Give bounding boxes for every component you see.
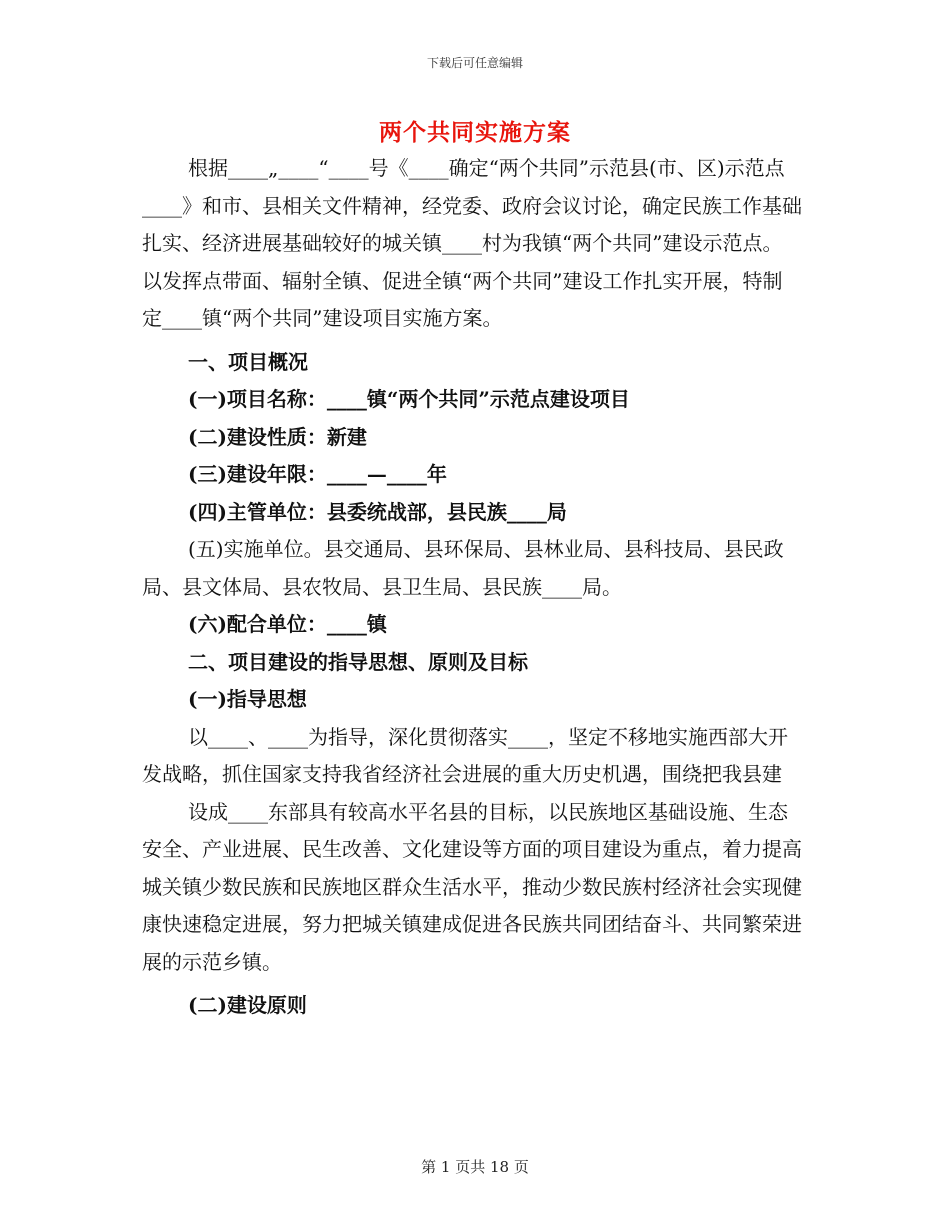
item-supervising-unit: (四)主管单位：县委统战部，县民族____局 <box>188 499 567 524</box>
item-construction-period: (三)建设年限：____—____年 <box>188 462 447 486</box>
item-construction-nature: (二)建设性质：新建 <box>188 424 367 449</box>
guiding-thought-paragraph-2: 设成____东部具有较高水平名县的目标，以民族地区基础设施、生态安全、产业进展、民生改善、文化建设等方面的项目建设为重点，着力提高城关镇少数民族和民族地区群众生活水平，推动少数民族村经济社会实现健康快速稳定进展，努力把城关镇建成促进各民族共同团结奋斗、共同繁荣进展的示范乡镇。 <box>142 799 802 974</box>
guiding-thought-paragraph-1: 以____、____为指导，深化贯彻落实____，坚定不移地实施西部大开发战略，抓住国家支持我省经济社会进展的重大历史机遇，围绕把我县建 <box>142 724 788 786</box>
section-heading-overview: 一、项目概况 <box>188 349 308 374</box>
document-body <box>142 150 802 1025</box>
page-header-note: 下载后可任意编辑 <box>426 56 523 70</box>
subheading-guiding-thought: (一)指导思想 <box>188 687 307 711</box>
item-project-name: (一)项目名称：____镇“两个共同”示范点建设项目 <box>188 387 630 411</box>
intro-paragraph: 根据____„____“____号《____确定“两个共同”示范县(市、区)示范点____》和市、县相关文件精神，经党委、政府会议讨论，确定民族工作基础扎实、经济进展基础较好的城关镇____村为我镇“两个共同”建设示范点。以发挥点带面、辐射全镇、促进全镇“两个共同”建设工作扎实开展，特制定____镇“两个共同”建设项目实施方案。 <box>142 156 802 330</box>
item-cooperating-unit: (六)配合单位：____镇 <box>188 612 387 636</box>
document-title: 两个共同实施方案 <box>379 119 571 146</box>
page-number-footer: 第 1 页共 18 页 <box>421 1158 529 1176</box>
section-heading-guidance: 二、项目建设的指导思想、原则及目标 <box>188 649 528 674</box>
subheading-construction-principles: (二)建设原则 <box>188 993 307 1017</box>
item-implementing-units: (五)实施单位。县交通局、县环保局、县林业局、县科技局、县民政局、县文体局、县农牧局、县卫生局、县民族____局。 <box>142 537 784 599</box>
